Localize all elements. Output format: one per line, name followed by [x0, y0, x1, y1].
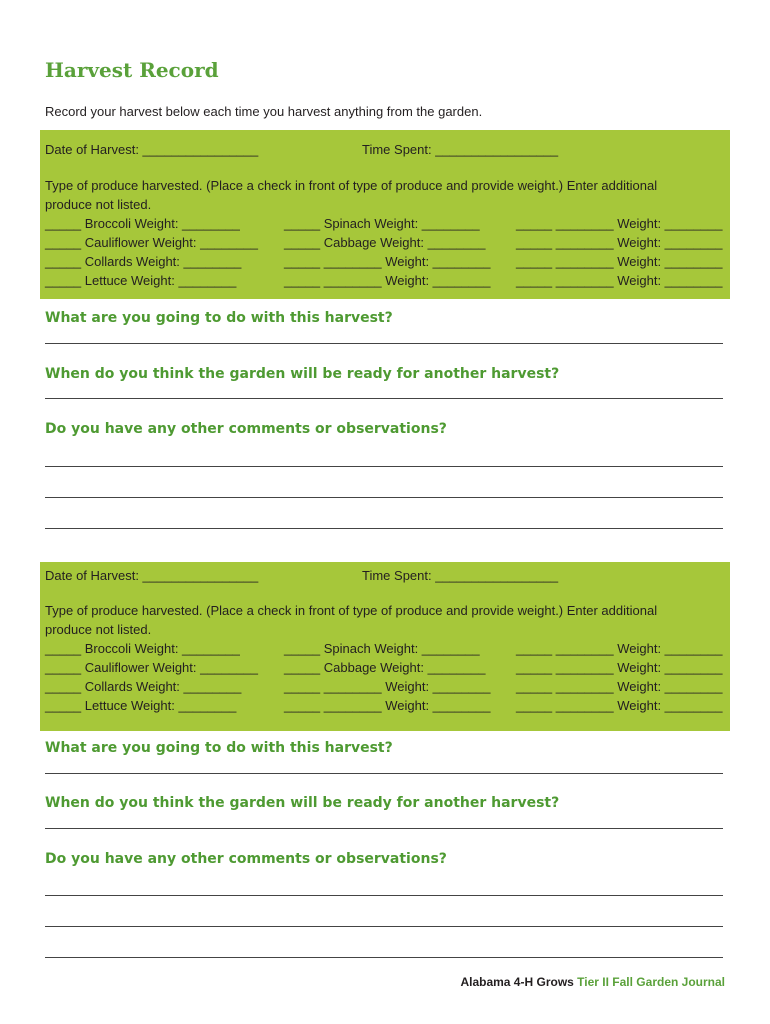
produce-entry[interactable]: _____ ________ Weight: ________	[284, 679, 491, 694]
produce-entry[interactable]: _____ ________ Weight: ________	[284, 254, 491, 269]
produce-instructions-cont: produce not listed.	[45, 197, 152, 212]
question-comments: Do you have any other comments or observations?	[45, 421, 447, 437]
date-of-harvest-field[interactable]: Date of Harvest: ________________	[45, 142, 259, 157]
question-harvest-use: What are you going to do with this harvest?	[45, 740, 393, 756]
produce-entry[interactable]: _____ Cauliflower Weight: ________	[45, 660, 258, 675]
produce-entry[interactable]: _____ Lettuce Weight: ________	[45, 698, 237, 713]
produce-entry[interactable]: _____ Broccoli Weight: ________	[45, 216, 240, 231]
date-of-harvest-field[interactable]: Date of Harvest: ________________	[45, 568, 259, 583]
footer-credit	[460, 975, 725, 989]
harvest-form-box-1	[40, 130, 730, 299]
harvest-form-box-2	[40, 562, 730, 731]
produce-entry[interactable]: _____ Collards Weight: ________	[45, 679, 242, 694]
answer-line[interactable]	[45, 528, 723, 529]
question-harvest-use: What are you going to do with this harvest?	[45, 310, 393, 326]
produce-entry[interactable]: _____ ________ Weight: ________	[516, 254, 723, 269]
answer-line[interactable]	[45, 497, 723, 498]
footer-journal-title: Tier II Fall Garden Journal	[577, 975, 725, 989]
produce-entry[interactable]: _____ ________ Weight: ________	[284, 698, 491, 713]
produce-instructions: Type of produce harvested. (Place a check in front of type of produce and provide weight.) Enter additional	[45, 603, 658, 618]
answer-line[interactable]	[45, 398, 723, 399]
produce-entry[interactable]: _____ ________ Weight: ________	[516, 641, 723, 656]
produce-instructions: Type of produce harvested. (Place a check in front of type of produce and provide weight.) Enter additional	[45, 178, 658, 193]
produce-entry[interactable]: _____ ________ Weight: ________	[516, 698, 723, 713]
produce-entry[interactable]: _____ Spinach Weight: ________	[284, 641, 480, 656]
produce-entry[interactable]: _____ Cabbage Weight: ________	[284, 235, 486, 250]
produce-entry[interactable]: _____ Spinach Weight: ________	[284, 216, 480, 231]
answer-line[interactable]	[45, 895, 723, 896]
produce-entry[interactable]: _____ ________ Weight: ________	[516, 235, 723, 250]
time-spent-field[interactable]: Time Spent: _________________	[362, 568, 559, 583]
question-next-harvest: When do you think the garden will be ready for another harvest?	[45, 366, 560, 382]
answer-line[interactable]	[45, 773, 723, 774]
answer-line[interactable]	[45, 957, 723, 958]
produce-instructions-cont: produce not listed.	[45, 622, 152, 637]
page-title: Harvest Record	[45, 58, 219, 82]
question-comments: Do you have any other comments or observations?	[45, 851, 447, 867]
intro-text: Record your harvest below each time you harvest anything from the garden.	[45, 104, 483, 119]
answer-line[interactable]	[45, 466, 723, 467]
answer-line[interactable]	[45, 828, 723, 829]
answer-line[interactable]	[45, 926, 723, 927]
produce-entry[interactable]: _____ ________ Weight: ________	[516, 660, 723, 675]
produce-entry[interactable]: _____ Cauliflower Weight: ________	[45, 235, 258, 250]
produce-entry[interactable]: _____ Lettuce Weight: ________	[45, 273, 237, 288]
produce-entry[interactable]: _____ Broccoli Weight: ________	[45, 641, 240, 656]
produce-entry[interactable]: _____ ________ Weight: ________	[516, 679, 723, 694]
produce-entry[interactable]: _____ ________ Weight: ________	[516, 273, 723, 288]
produce-entry[interactable]: _____ ________ Weight: ________	[516, 216, 723, 231]
produce-entry[interactable]: _____ Cabbage Weight: ________	[284, 660, 486, 675]
produce-entry[interactable]: _____ ________ Weight: ________	[284, 273, 491, 288]
question-next-harvest: When do you think the garden will be ready for another harvest?	[45, 795, 560, 811]
answer-line[interactable]	[45, 343, 723, 344]
time-spent-field[interactable]: Time Spent: _________________	[362, 142, 559, 157]
footer-brand: Alabama 4-H Grows	[460, 975, 574, 989]
produce-entry[interactable]: _____ Collards Weight: ________	[45, 254, 242, 269]
